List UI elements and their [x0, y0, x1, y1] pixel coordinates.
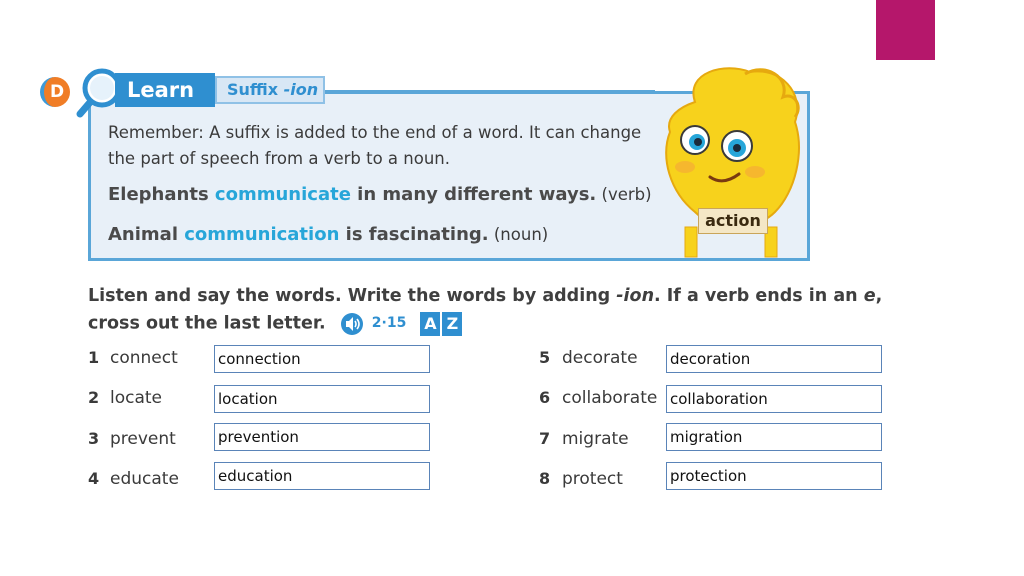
item-verb: decorate [562, 348, 638, 368]
suffix-tab [215, 76, 325, 104]
example-sentence-verb [108, 184, 652, 205]
remember-text: Remember: A suffix is added to the end of a word. It can change the part of speech from a verb to a noun. [108, 123, 642, 168]
answer-field-8[interactable] [666, 462, 882, 490]
example-noun-post: is fascinating. [339, 224, 489, 245]
az-letter-a: A [420, 312, 440, 336]
example-noun-highlight: communication [184, 224, 340, 245]
answer-field-2[interactable] [214, 385, 430, 413]
audio-track-number: 2·15 [371, 315, 407, 331]
item-verb: collaborate [562, 388, 658, 408]
example-noun-pos: (noun) [488, 225, 549, 244]
example-sentence-noun [108, 224, 548, 245]
az-letter-z: Z [442, 312, 462, 336]
answer-field-5[interactable] [666, 345, 882, 373]
mascot-word-sign: action [698, 208, 768, 234]
item-number: 3 [88, 429, 100, 448]
instructions-suffix: -ion [616, 286, 655, 306]
answer-field-6[interactable] [666, 385, 882, 413]
exercise-instructions [88, 283, 918, 338]
example-verb-post: in many different ways. [350, 184, 597, 205]
instructions-part3: , cross out the last letter. [88, 286, 883, 334]
instructions-part2: . If a verb ends in an [654, 286, 864, 306]
learn-header-rule [325, 90, 655, 92]
item-verb: protect [562, 469, 623, 489]
item-verb: prevent [110, 429, 176, 449]
example-verb-highlight: communicate [214, 184, 351, 205]
item-number: 2 [88, 388, 100, 407]
item-number: 4 [88, 469, 100, 488]
audio-speaker-icon[interactable] [340, 312, 366, 336]
answer-field-1[interactable] [214, 345, 430, 373]
example-noun-pre: Animal [108, 224, 185, 245]
example-verb-pre: Elephants [108, 184, 215, 205]
item-number: 7 [539, 429, 551, 448]
learn-tab: Learn [115, 73, 215, 107]
example-verb-pos: (verb) [596, 185, 652, 204]
suffix-tab-label: Suffix [227, 80, 284, 99]
suffix-tab-value: -ion [283, 80, 319, 99]
item-number: 1 [88, 348, 100, 367]
answer-field-3[interactable] [214, 423, 430, 451]
section-badge: D [40, 77, 70, 107]
item-verb: educate [110, 469, 179, 489]
item-verb: locate [110, 388, 163, 408]
item-number: 5 [539, 348, 551, 367]
item-number: 6 [539, 388, 551, 407]
instructions-letter: e [863, 286, 876, 306]
item-number: 8 [539, 469, 551, 488]
item-verb: connect [110, 348, 178, 368]
item-verb: migrate [562, 429, 629, 449]
dictionary-az-icon[interactable] [420, 311, 464, 337]
instructions-part1: Listen and say the words. Write the words by adding [88, 286, 617, 306]
corner-accent-block [876, 0, 935, 60]
answer-field-4[interactable] [214, 462, 430, 490]
answer-field-7[interactable] [666, 423, 882, 451]
